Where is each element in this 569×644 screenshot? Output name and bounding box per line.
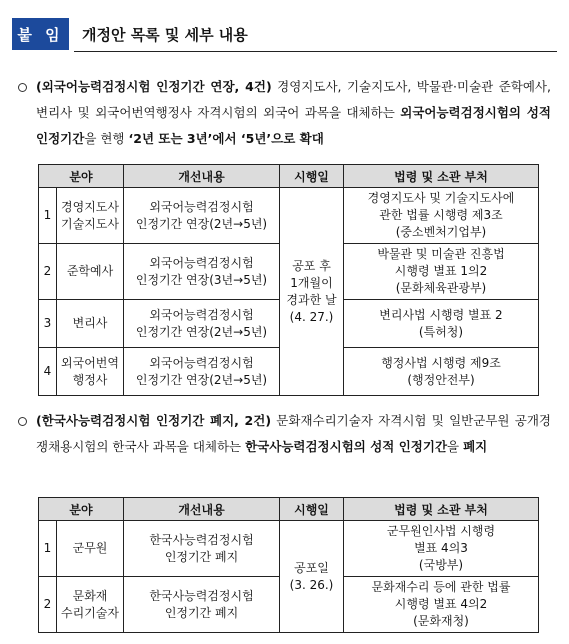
row-content: 외국어능력검정시험 인정기간 연장(3년→5년) <box>124 244 280 300</box>
section2-summary <box>18 408 551 460</box>
row-content: 한국사능력검정시험 인정기간 폐지 <box>124 521 280 577</box>
row-law: 박물관 및 미술관 진흥법 시행령 별표 1의2 (문화체육관광부) <box>344 244 539 300</box>
attachment-badge: 붙 임 <box>12 18 69 50</box>
section1-text2: 을 현행 <box>84 131 129 146</box>
row-number: 1 <box>39 521 57 577</box>
row-content: 외국어능력검정시험 인정기간 연장(2년→5년) <box>124 300 280 348</box>
header-law: 법령 및 소관 부처 <box>344 165 539 188</box>
page-title: 개정안 목록 및 세부 내용 <box>82 26 248 44</box>
section2-text1: 문화재수리기술자 자격시험 및 일반군무원 공개경쟁채용시험의 한국사 과목을 대체하는 <box>36 413 551 454</box>
row-field: 변리사 <box>57 300 124 348</box>
row-number: 4 <box>39 348 57 396</box>
section1-text1: 경영지도사, 기술지도사, 박물관·미술관 준학예사, 변리사 및 외국어번역행정사 자격시험의 외국어 과목을 대체하는 <box>36 79 551 120</box>
table-header-row <box>39 498 539 521</box>
section1-lead: (외국어능력검정시험 인정기간 연장, 4건) <box>36 79 272 94</box>
bullet-circle-icon <box>18 83 27 92</box>
row-content: 외국어능력검정시험 인정기간 연장(2년→5년) <box>124 348 280 396</box>
header-content: 개선내용 <box>124 498 280 521</box>
section-header <box>12 18 557 52</box>
section2-text2: 을 <box>447 439 464 454</box>
section2-bold2: 한국사능력검정시험의 성적 인정기간 <box>245 439 448 454</box>
header-content: 개선내용 <box>124 165 280 188</box>
header-underline <box>74 51 557 52</box>
effective-date-cell: 공포일 (3. 26.) <box>280 521 344 633</box>
section1-bold2: 외국어능력검정시험의 성적 인정기간 <box>36 105 551 146</box>
table-row <box>39 188 539 244</box>
row-law: 군무원인사법 시행령 별표 4의3 (국방부) <box>344 521 539 577</box>
section2-lead: (한국사능력검정시험 인정기간 폐지, 2건) <box>36 413 272 428</box>
table-header-row <box>39 165 539 188</box>
table-korean-history-tests <box>38 497 539 633</box>
header-effective-date: 시행일 <box>280 165 344 188</box>
row-field: 준학예사 <box>57 244 124 300</box>
row-law: 행정사법 시행령 제9조 (행정안전부) <box>344 348 539 396</box>
row-field: 문화재 수리기술자 <box>57 577 124 633</box>
row-law: 경영지도사 및 기술지도사에 관한 법률 시행령 제3조 (중소벤처기업부) <box>344 188 539 244</box>
header-law: 법령 및 소관 부처 <box>344 498 539 521</box>
bullet-circle-icon <box>18 417 27 426</box>
section1-paragraph <box>18 74 551 152</box>
section1-summary <box>18 74 551 152</box>
effective-date-cell: 공포 후 1개월이 경과한 날 (4. 27.) <box>280 188 344 396</box>
row-field: 외국어번역 행정사 <box>57 348 124 396</box>
row-law: 변리사법 시행령 별표 2 (특허청) <box>344 300 539 348</box>
section1-bold3: ‘2년 또는 3년’에서 ‘5년’으로 확대 <box>128 131 324 146</box>
section2-paragraph <box>18 408 551 460</box>
row-number: 2 <box>39 577 57 633</box>
row-number: 1 <box>39 188 57 244</box>
row-number: 3 <box>39 300 57 348</box>
section2-bold3: 폐지 <box>463 439 488 454</box>
row-field: 경영지도사 기술지도사 <box>57 188 124 244</box>
header-effective-date: 시행일 <box>280 498 344 521</box>
row-law: 문화재수리 등에 관한 법률 시행령 별표 4의2 (문화재청) <box>344 577 539 633</box>
row-number: 2 <box>39 244 57 300</box>
header-field: 분야 <box>39 165 124 188</box>
row-content: 외국어능력검정시험 인정기간 연장(2년→5년) <box>124 188 280 244</box>
row-content: 한국사능력검정시험 인정기간 폐지 <box>124 577 280 633</box>
header-field: 분야 <box>39 498 124 521</box>
row-field: 군무원 <box>57 521 124 577</box>
table-foreign-language-tests <box>38 164 539 396</box>
table-row <box>39 521 539 577</box>
